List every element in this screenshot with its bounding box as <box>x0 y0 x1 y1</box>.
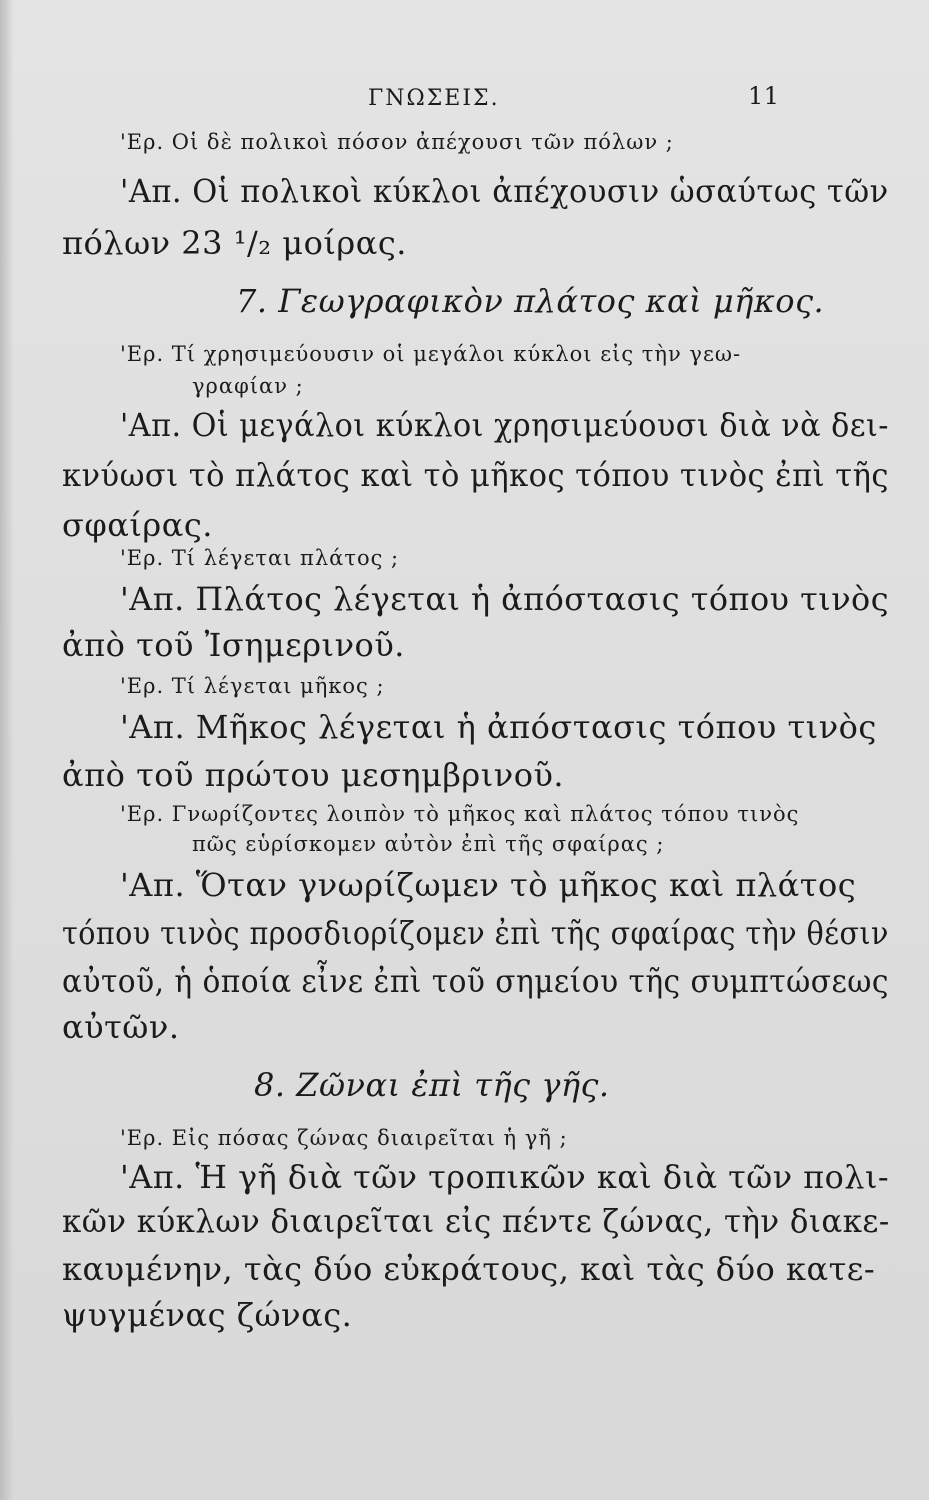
page-edge-shadow <box>0 0 14 1500</box>
question-line: 'Ερ. Εἰς πόσας ζώνας διαιρεῖται ἡ γῆ ; <box>120 1126 568 1150</box>
page-number: 11 <box>748 82 780 110</box>
answer-line: 'Απ. Οἱ μεγάλοι κύκλοι χρησιμεύουσι διὰ νὰ δει- <box>120 406 889 444</box>
answer-line: καυμένην, τὰς δύο εὐκράτους, καὶ τὰς δύο κατε- <box>62 1250 876 1288</box>
answer-line: κνύωσι τὸ πλάτος καὶ τὸ μῆκος τόπου τινὸς ἐπὶ τῆς <box>62 456 889 494</box>
running-title: ΓΝΩΣΕΙΣ. <box>368 86 500 111</box>
question-line: 'Ερ. Γνωρίζοντες λοιπὸν τὸ μῆκος καὶ πλάτος τόπου τινὸς <box>120 802 800 826</box>
answer-line: σφαίρας. <box>62 506 213 544</box>
question-line: 'Ερ. Τί λέγεται μῆκος ; <box>120 674 385 698</box>
answer-line: αὐτοῦ, ἡ ὁποία εἶνε ἐπὶ τοῦ σημείου τῆς συμπτώσεως <box>62 962 889 1000</box>
answer-line: ἀπὸ τοῦ πρώτου μεσημβρινοῦ. <box>62 756 565 794</box>
section-heading: 8. Ζῶναι ἐπὶ τῆς γῆς. <box>254 1066 610 1104</box>
question-line: πῶς εὑρίσκομεν αὐτὸν ἐπὶ τῆς σφαίρας ; <box>192 832 665 856</box>
answer-line: ἀπὸ τοῦ Ἰσημερινοῦ. <box>62 626 405 664</box>
answer-line: 'Απ. Οἱ πολικοὶ κύκλοι ἀπέχουσιν ὡσαύτως τῶν <box>120 172 889 210</box>
question-line: 'Ερ. Τί χρησιμεύουσιν οἱ μεγάλοι κύκλοι εἰς τὴν γεω- <box>120 342 742 366</box>
question-line: 'Ερ. Τί λέγεται πλάτος ; <box>120 546 400 570</box>
question-line: 'Ερ. Οἱ δὲ πολικοὶ πόσον ἀπέχουσι τῶν πόλων ; <box>120 130 674 154</box>
question-line: γραφίαν ; <box>192 374 304 398</box>
answer-line: 'Απ. Πλάτος λέγεται ἡ ἀπόστασις τόπου τινὸς <box>120 580 890 618</box>
section-heading: 7. Γεωγραφικὸν πλάτος καὶ μῆκος. <box>236 282 825 320</box>
answer-line: 'Απ. Ὅταν γνωρίζωμεν τὸ μῆκος καὶ πλάτος <box>120 866 857 904</box>
answer-line: τόπου τινὸς προσδιορίζομεν ἐπὶ τῆς σφαίρας τὴν θέσιν <box>62 914 889 952</box>
answer-line: αὐτῶν. <box>62 1008 180 1046</box>
answer-line: κῶν κύκλων διαιρεῖται εἰς πέντε ζώνας, τὴν διακε- <box>62 1202 890 1240</box>
answer-line: 'Απ. Ἡ γῆ διὰ τῶν τροπικῶν καὶ διὰ τῶν πολι- <box>120 1158 890 1196</box>
answer-line: ψυγμένας ζώνας. <box>62 1296 353 1334</box>
answer-line: 'Απ. Μῆκος λέγεται ἡ ἀπόστασις τόπου τινὸς <box>120 708 877 746</box>
answer-line: πόλων 23 ¹/₂ μοίρας. <box>62 224 407 262</box>
